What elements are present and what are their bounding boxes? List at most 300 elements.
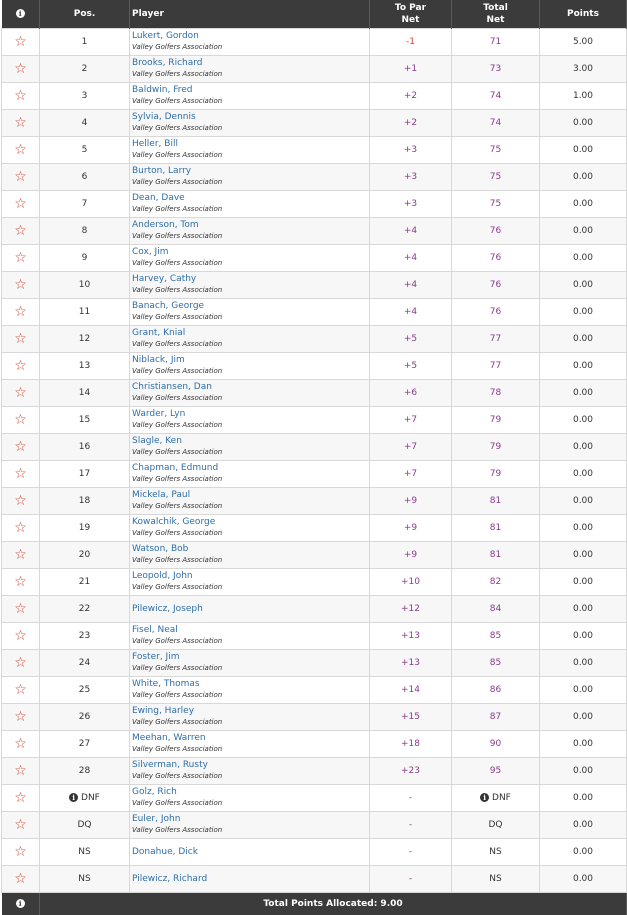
to-par-net-cell: +7 [370,407,452,434]
header-to-par-net[interactable] [370,0,452,29]
player-cell [130,542,370,569]
to-par-net-cell: +9 [370,542,452,569]
position-value: 23 [79,631,90,641]
player-name-link[interactable]: Mickela, Paul [132,490,369,501]
points-cell: 0.00 [540,218,627,245]
total-net-value: 78 [490,388,501,398]
player-cell [130,812,370,839]
favorite-cell[interactable] [2,191,40,218]
to-par-net-cell: +7 [370,461,452,488]
player-name-link[interactable]: Leopold, John [132,571,369,582]
table-row [2,596,627,623]
star-icon[interactable]: ☆ [14,278,27,292]
favorite-cell[interactable] [2,461,40,488]
points-cell: 0.00 [540,191,627,218]
favorite-cell[interactable] [2,866,40,893]
points-cell: 0.00 [540,866,627,893]
total-net-value: 87 [490,712,501,722]
player-name-link[interactable]: Lukert, Gordon [132,31,369,42]
player-name-link[interactable]: Silverman, Rusty [132,760,369,771]
total-net-value: 77 [490,361,501,371]
player-name-link[interactable]: Niblack, Jim [132,355,369,366]
player-name-link[interactable]: Brooks, Richard [132,58,369,69]
star-icon[interactable]: ☆ [14,332,27,346]
player-cell [130,137,370,164]
position-cell [40,164,130,191]
position-value: 24 [79,658,90,668]
favorite-cell[interactable] [2,812,40,839]
header-info-cell[interactable] [2,0,40,29]
player-association: Valley Golfers Association [132,258,369,269]
points-cell: 0.00 [540,515,627,542]
to-par-net-cell: +9 [370,515,452,542]
player-name-link[interactable]: Fisel, Neal [132,625,369,636]
player-association: Valley Golfers Association [132,42,369,53]
position-value: 17 [79,469,90,479]
player-name-link[interactable]: Warder, Lyn [132,409,369,420]
star-icon[interactable]: ☆ [14,251,27,265]
position-value: 10 [79,280,90,290]
total-net-cell [452,272,540,299]
to-par-net-cell: +9 [370,488,452,515]
favorite-cell[interactable] [2,164,40,191]
total-net-value: 90 [490,739,501,749]
player-association: Valley Golfers Association [132,231,369,242]
player-name-link[interactable]: Sylvia, Dennis [132,112,369,123]
total-net-value: 81 [490,496,501,506]
favorite-cell[interactable] [2,407,40,434]
to-par-net-cell: +1 [370,56,452,83]
position-value: 7 [82,199,88,209]
star-icon[interactable]: ☆ [14,197,27,211]
position-value: 2 [82,64,88,74]
star-icon[interactable]: ☆ [14,872,27,886]
points-cell: 0.00 [540,704,627,731]
position-cell [40,326,130,353]
total-net-value: 75 [490,199,501,209]
total-net-cell [452,677,540,704]
total-net-value: 76 [490,253,501,263]
favorite-cell[interactable] [2,29,40,56]
total-net-value: 82 [490,577,501,587]
player-name-link[interactable]: Banach, George [132,301,369,312]
position-cell [40,596,130,623]
player-association: Valley Golfers Association [132,555,369,566]
star-icon[interactable]: ☆ [14,764,27,778]
player-name-link[interactable]: Pilewicz, Joseph [132,604,369,615]
position-cell [40,650,130,677]
position-cell [40,299,130,326]
player-name-link[interactable]: Chapman, Edmund [132,463,369,474]
player-name-link[interactable]: Burton, Larry [132,166,369,177]
star-icon[interactable]: ☆ [14,548,27,562]
favorite-cell[interactable] [2,380,40,407]
player-name-link[interactable]: Watson, Bob [132,544,369,555]
points-cell: 0.00 [540,623,627,650]
table-row [2,407,627,434]
points-cell: 0.00 [540,164,627,191]
player-cell [130,218,370,245]
player-association: Valley Golfers Association [132,528,369,539]
star-icon[interactable]: ☆ [14,386,27,400]
position-cell [40,56,130,83]
to-par-net-cell: +15 [370,704,452,731]
position-value: NS [78,847,90,857]
points-cell: 0.00 [540,596,627,623]
favorite-cell[interactable] [2,677,40,704]
total-net-value: 75 [490,145,501,155]
player-name-link[interactable]: Pilewicz, Richard [132,874,369,885]
player-name-link[interactable]: Ewing, Harley [132,706,369,717]
position-cell [40,704,130,731]
points-cell: 0.00 [540,110,627,137]
position-value: 26 [79,712,90,722]
star-icon[interactable]: ☆ [14,629,27,643]
to-par-net-cell: +2 [370,83,452,110]
favorite-cell[interactable] [2,299,40,326]
position-value: 8 [82,226,88,236]
star-icon[interactable]: ☆ [14,116,27,130]
star-icon[interactable]: ☆ [14,89,27,103]
favorite-cell[interactable] [2,434,40,461]
player-cell [130,488,370,515]
player-name-link[interactable]: Christiansen, Dan [132,382,369,393]
header-pos[interactable]: Pos. [40,0,130,29]
header-total-net[interactable] [452,0,540,29]
star-icon[interactable]: ☆ [14,359,27,373]
player-cell [130,866,370,893]
star-icon[interactable]: ☆ [14,413,27,427]
total-net-value: 75 [490,172,501,182]
position-cell [40,758,130,785]
player-name-link[interactable]: White, Thomas [132,679,369,690]
total-net-value: 79 [490,415,501,425]
position-value: 15 [79,415,90,425]
to-par-net-cell: +23 [370,758,452,785]
player-cell [130,245,370,272]
player-cell [130,596,370,623]
position-value: 25 [79,685,90,695]
points-cell: 0.00 [540,137,627,164]
position-cell [40,542,130,569]
player-association: Valley Golfers Association [132,177,369,188]
total-net-cell [452,461,540,488]
star-icon[interactable]: ☆ [14,35,27,49]
player-association: Valley Golfers Association [132,771,369,782]
position-cell [40,407,130,434]
favorite-cell[interactable] [2,488,40,515]
table-row [2,83,627,110]
table-row [2,164,627,191]
star-icon[interactable]: ☆ [14,575,27,589]
header-total-line2: Net [452,14,539,26]
total-net-value: NS [489,847,501,857]
info-icon[interactable]: i [16,9,25,18]
position-value: 11 [79,307,90,317]
total-net-value: NS [489,874,501,884]
header-row [2,0,627,29]
total-net-cell [452,542,540,569]
player-association: Valley Golfers Association [132,690,369,701]
star-icon[interactable]: ☆ [14,845,27,859]
position-value: 19 [79,523,90,533]
position-cell [40,191,130,218]
to-par-net-cell: - [370,866,452,893]
points-cell: 0.00 [540,434,627,461]
table-row [2,488,627,515]
favorite-cell[interactable] [2,245,40,272]
player-cell [130,191,370,218]
position-cell [40,569,130,596]
star-icon[interactable]: ☆ [14,494,27,508]
player-cell [130,434,370,461]
position-value: 14 [79,388,90,398]
points-cell: 0.00 [540,326,627,353]
favorite-cell[interactable] [2,704,40,731]
player-association: Valley Golfers Association [132,69,369,80]
table-row [2,839,627,866]
player-name-link[interactable]: Golz, Rich [132,787,369,798]
header-points[interactable]: Points [540,0,627,29]
player-name-link[interactable]: Grant, Knial [132,328,369,339]
favorite-cell[interactable] [2,569,40,596]
table-row [2,434,627,461]
total-net-cell [452,353,540,380]
player-name-link[interactable]: Foster, Jim [132,652,369,663]
player-cell [130,758,370,785]
position-value: 1 [82,37,88,47]
total-net-cell [452,218,540,245]
star-icon[interactable]: ☆ [14,305,27,319]
table-row [2,191,627,218]
position-cell [40,812,130,839]
player-cell [130,56,370,83]
star-icon[interactable]: ☆ [14,737,27,751]
player-name-link[interactable]: Cox, Jim [132,247,369,258]
total-net-cell [452,596,540,623]
favorite-cell[interactable] [2,56,40,83]
favorite-cell[interactable] [2,785,40,812]
total-net-value: DQ [488,820,502,830]
total-net-cell [452,137,540,164]
position-cell [40,677,130,704]
favorite-cell[interactable] [2,650,40,677]
total-net-value: 77 [490,334,501,344]
player-name-link[interactable]: Slagle, Ken [132,436,369,447]
total-net-value: 81 [490,523,501,533]
total-net-cell [452,812,540,839]
favorite-cell[interactable] [2,542,40,569]
favorite-cell[interactable] [2,326,40,353]
points-cell: 0.00 [540,677,627,704]
player-association: Valley Golfers Association [132,393,369,404]
player-cell [130,569,370,596]
total-net-value: 76 [490,307,501,317]
position-cell [40,488,130,515]
total-net-cell [452,488,540,515]
points-cell: 0.00 [540,758,627,785]
total-net-value: 71 [490,37,501,47]
position-value: 16 [79,442,90,452]
points-cell: 0.00 [540,488,627,515]
favorite-cell[interactable] [2,623,40,650]
total-net-value: 84 [490,604,501,614]
star-icon[interactable]: ☆ [14,521,27,535]
favorite-cell[interactable] [2,137,40,164]
star-icon[interactable]: ☆ [14,62,27,76]
position-cell [40,353,130,380]
player-cell [130,650,370,677]
header-player[interactable]: Player [130,0,370,29]
player-cell [130,164,370,191]
position-cell [40,461,130,488]
info-icon[interactable]: i [480,793,489,802]
player-cell [130,515,370,542]
favorite-cell[interactable] [2,839,40,866]
total-net-cell [452,785,540,812]
table-row [2,758,627,785]
table-row [2,218,627,245]
position-cell [40,731,130,758]
leaderboard-rows [2,29,627,893]
table-row [2,785,627,812]
table-row [2,110,627,137]
to-par-net-cell: +13 [370,650,452,677]
star-icon[interactable]: ☆ [14,818,27,832]
star-icon[interactable]: ☆ [14,440,27,454]
player-cell [130,704,370,731]
total-net-value: 95 [490,766,501,776]
table-row [2,677,627,704]
to-par-net-cell: +13 [370,623,452,650]
player-name-link[interactable]: Euler, John [132,814,369,825]
player-association: Valley Golfers Association [132,501,369,512]
player-name-link[interactable]: Dean, Dave [132,193,369,204]
position-value: 20 [79,550,90,560]
total-net-value: 81 [490,550,501,560]
table-row [2,380,627,407]
table-row [2,704,627,731]
star-icon[interactable]: ☆ [14,170,27,184]
star-icon[interactable]: ☆ [14,656,27,670]
to-par-net-cell: +7 [370,434,452,461]
points-cell: 0.00 [540,731,627,758]
to-par-net-cell: +18 [370,731,452,758]
player-association: Valley Golfers Association [132,150,369,161]
player-association: Valley Golfers Association [132,798,369,809]
total-net-value: 85 [490,631,501,641]
favorite-cell[interactable] [2,515,40,542]
points-cell: 0.00 [540,353,627,380]
points-cell: 1.00 [540,83,627,110]
favorite-cell[interactable] [2,353,40,380]
player-name-link[interactable]: Donahue, Dick [132,847,369,858]
position-value: 18 [79,496,90,506]
info-icon[interactable]: i [69,793,78,802]
to-par-net-cell: +4 [370,218,452,245]
total-net-cell [452,704,540,731]
star-icon[interactable]: ☆ [14,602,27,616]
player-name-link[interactable]: Heller, Bill [132,139,369,150]
position-cell [40,245,130,272]
player-association: Valley Golfers Association [132,582,369,593]
star-icon[interactable]: ☆ [14,143,27,157]
star-icon[interactable]: ☆ [14,683,27,697]
player-association: Valley Golfers Association [132,717,369,728]
points-cell: 0.00 [540,380,627,407]
player-cell [130,83,370,110]
total-net-cell [452,326,540,353]
position-value: 6 [82,172,88,182]
table-row [2,650,627,677]
player-name-link[interactable]: Kowalchik, George [132,517,369,528]
player-association: Valley Golfers Association [132,204,369,215]
points-cell: 0.00 [540,542,627,569]
player-cell [130,110,370,137]
table-row [2,353,627,380]
position-cell [40,380,130,407]
star-icon[interactable]: ☆ [14,791,27,805]
position-cell [40,218,130,245]
favorite-cell[interactable] [2,596,40,623]
total-net-cell [452,650,540,677]
player-name-link[interactable]: Baldwin, Fred [132,85,369,96]
footer-info-icon[interactable]: i [16,899,25,908]
total-net-cell [452,731,540,758]
position-cell [40,785,130,812]
player-name-link[interactable]: Anderson, Tom [132,220,369,231]
player-name-link[interactable]: Harvey, Cathy [132,274,369,285]
position-cell [40,515,130,542]
player-association: Valley Golfers Association [132,339,369,350]
total-net-cell [452,191,540,218]
footer-info-cell[interactable] [2,893,40,915]
player-association: Valley Golfers Association [132,312,369,323]
total-net-cell [452,623,540,650]
header-to-par-line2: Net [370,14,451,26]
favorite-cell[interactable] [2,731,40,758]
position-value: 3 [82,91,88,101]
total-points-allocated: Total Points Allocated: 9.00 [40,893,627,915]
star-icon[interactable]: ☆ [14,224,27,238]
favorite-cell[interactable] [2,83,40,110]
to-par-net-cell: -1 [370,29,452,56]
star-icon[interactable]: ☆ [14,710,27,724]
position-value: 4 [82,118,88,128]
position-cell [40,839,130,866]
player-association: Valley Golfers Association [132,744,369,755]
favorite-cell[interactable] [2,218,40,245]
points-cell: 0.00 [540,407,627,434]
points-cell: 0.00 [540,272,627,299]
table-row [2,461,627,488]
player-name-link[interactable]: Meehan, Warren [132,733,369,744]
total-net-cell [452,407,540,434]
points-cell: 0.00 [540,299,627,326]
to-par-net-cell: +4 [370,245,452,272]
favorite-cell[interactable] [2,272,40,299]
player-cell [130,677,370,704]
star-icon[interactable]: ☆ [14,467,27,481]
favorite-cell[interactable] [2,758,40,785]
position-value: DQ [77,820,91,830]
total-net-value: 79 [490,442,501,452]
player-association: Valley Golfers Association [132,123,369,134]
favorite-cell[interactable] [2,110,40,137]
position-cell [40,83,130,110]
player-cell [130,731,370,758]
position-cell [40,29,130,56]
